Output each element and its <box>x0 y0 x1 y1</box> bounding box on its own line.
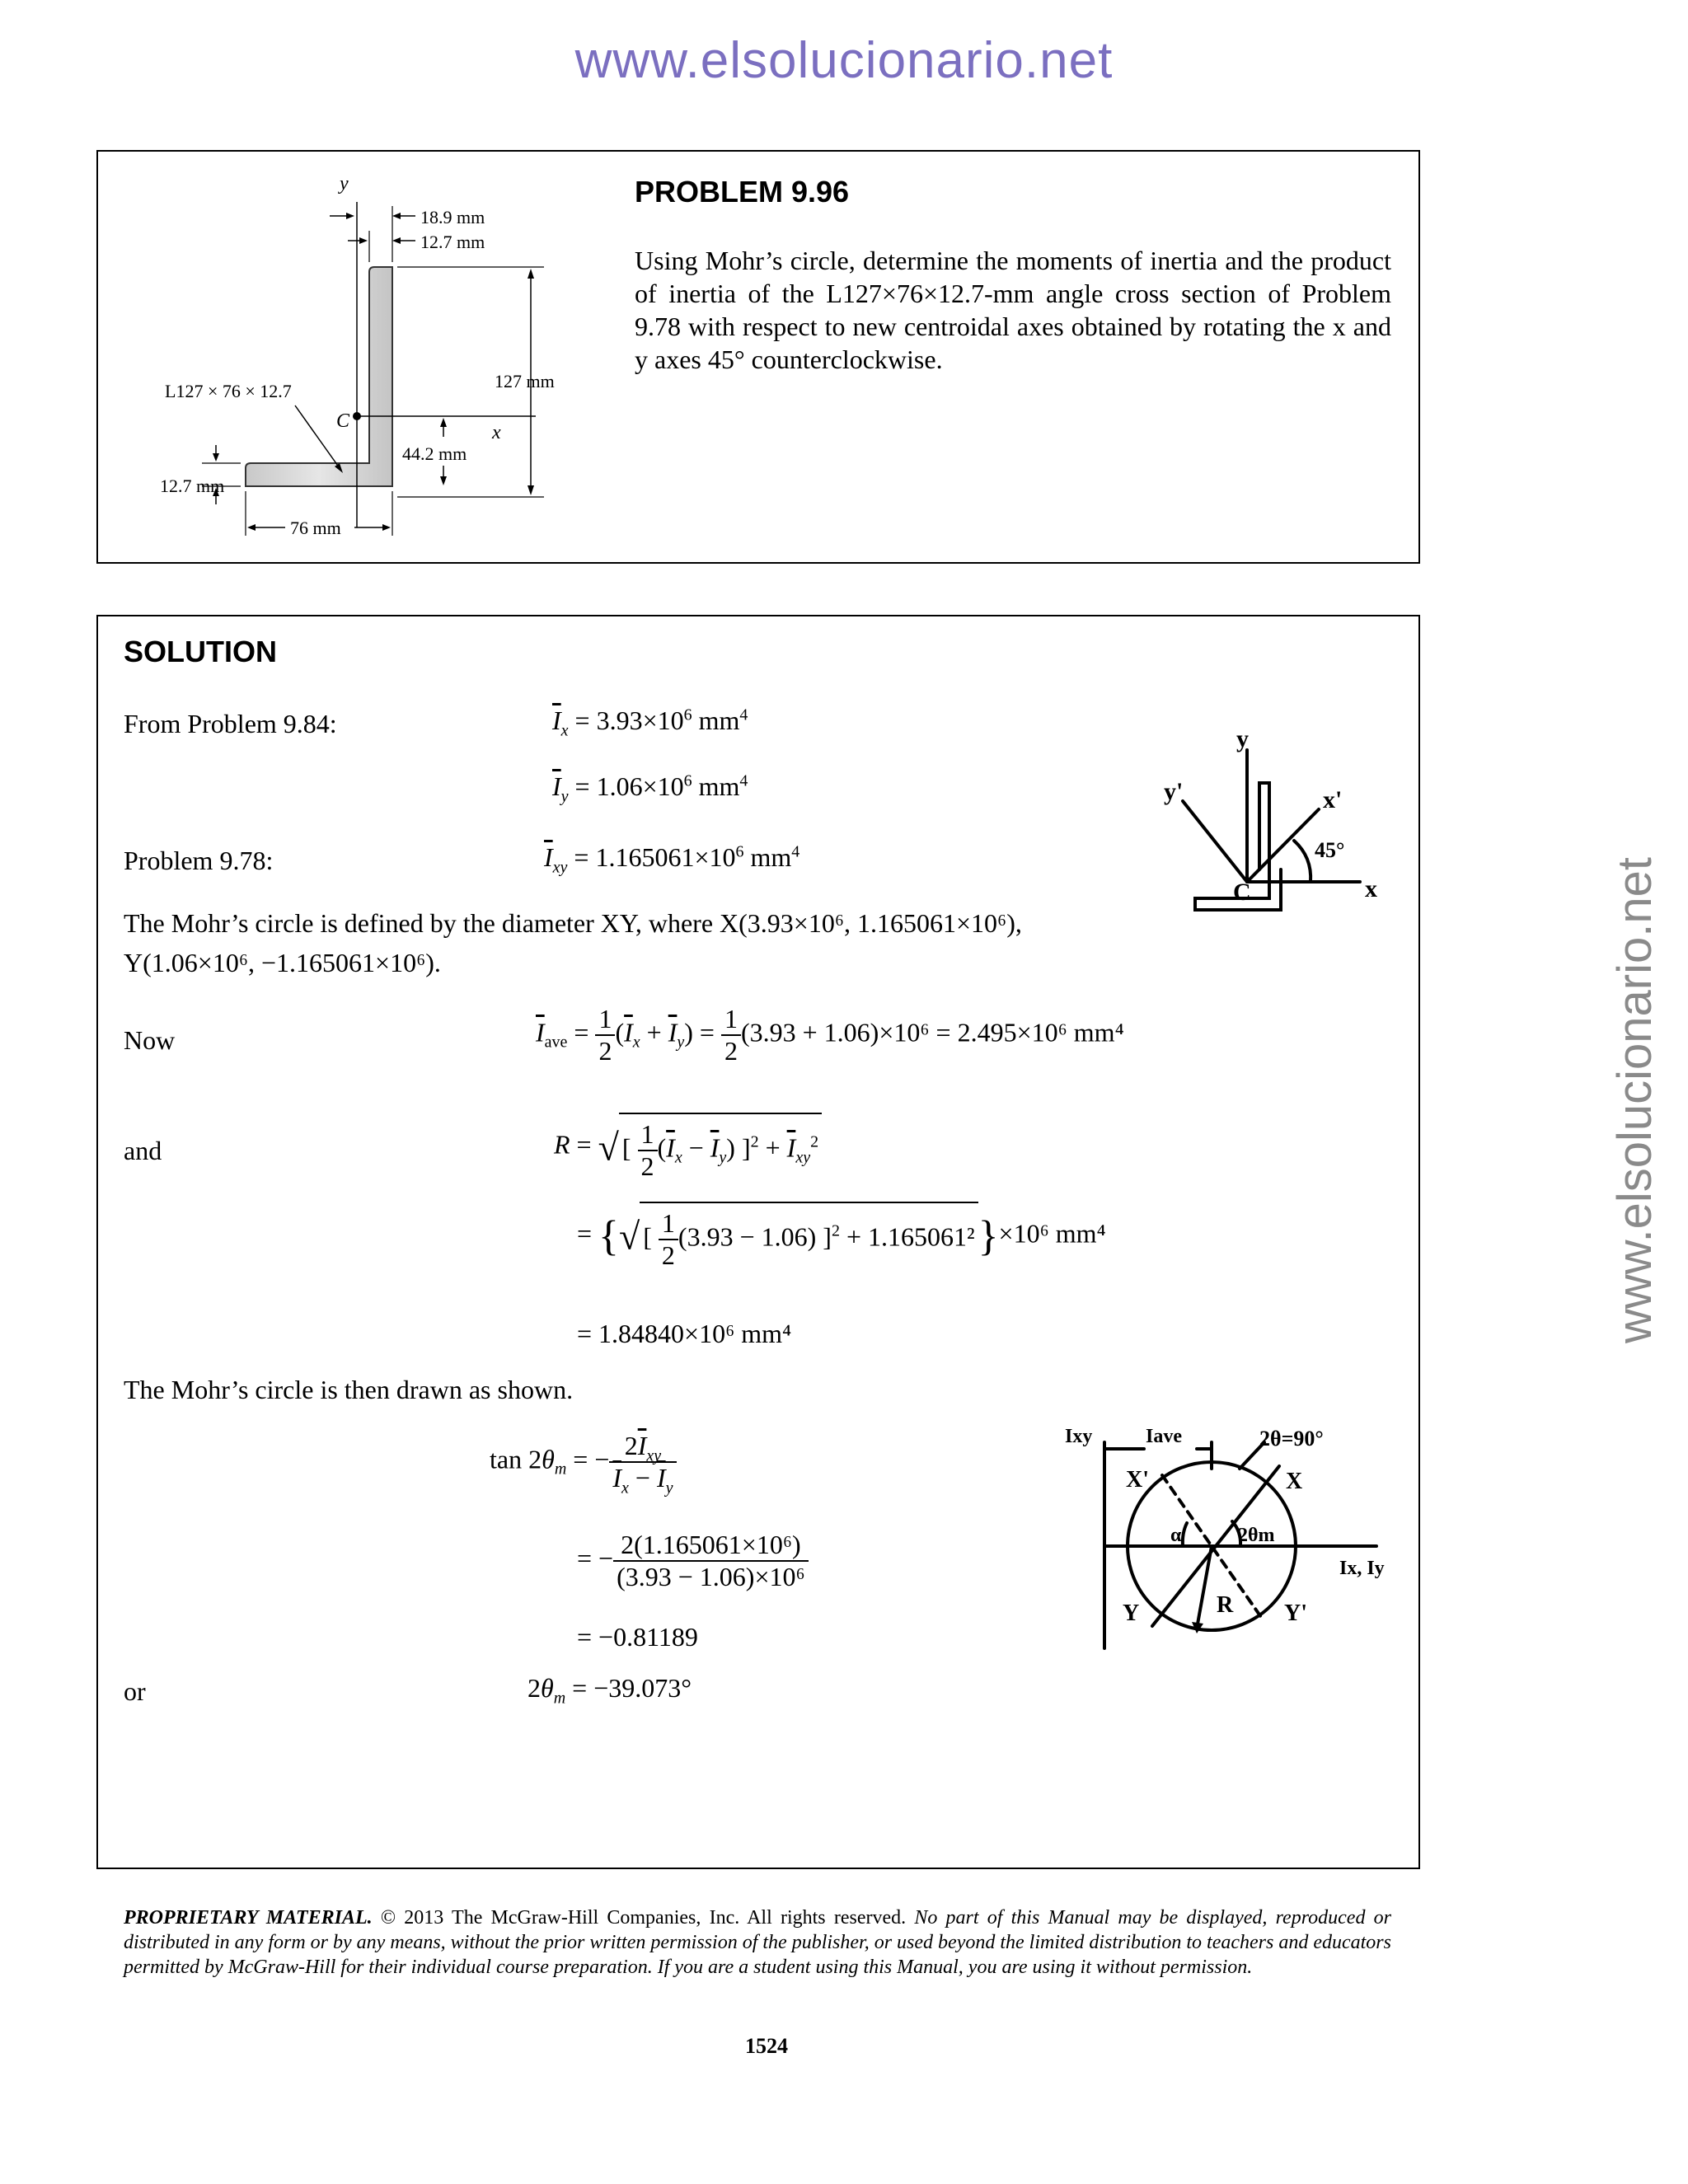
sketch2-xprime: X' <box>1126 1467 1149 1493</box>
watermark-top: www.elsolucionario.net <box>574 32 1114 89</box>
figure-y-label: y <box>340 173 349 194</box>
mohr-circle-sketch <box>1063 1418 1409 1657</box>
sketch2-r: R <box>1217 1592 1234 1618</box>
problem-title: PROBLEM 9.96 <box>635 175 850 209</box>
r-units: ×10⁶ mm⁴ <box>998 1218 1106 1249</box>
tan-formula: $\tan 2\theta_m$ = − $\frac{2\overline{I}_{xy}}{\overline{I}_x - \overline{I}_y}$ <box>490 1431 677 1493</box>
ixy-equation: $\overline{I}_{xy} = 1.165061\times 10^6$ $mm^4$ <box>544 842 800 877</box>
sketch1-yprime: y' <box>1164 778 1184 805</box>
r-numeric-diff: (3.93 − 1.06) <box>678 1221 817 1252</box>
dim-127: 127 mm <box>495 371 555 391</box>
and-label: and <box>124 1136 162 1165</box>
tan-denominator: (3.93 − 1.06)×10⁶ <box>617 1562 805 1591</box>
angle-section <box>246 267 392 486</box>
sketch1-x: x <box>1365 875 1377 902</box>
iave-equation: $\overline{I}_{ave}$ = $\frac{1}{2}$ $(\overline{I}_x + \overline{I}_y)$ = $\frac{1}{2}$ (3.93 + 1.06)×10⁶ = 2.495×10⁶ mm⁴ <box>536 1004 1124 1066</box>
now-label: Now <box>124 1025 176 1055</box>
ix-equation: $\overline{I}_x = 3.93\times 10^6$ $mm^4$ <box>552 705 748 740</box>
watermark-side: www.elsolucionario.net <box>1608 857 1662 1343</box>
ixy-value: = 1.165061×10 <box>574 842 736 872</box>
sketch2-iave: Iave <box>1146 1426 1182 1447</box>
or-label: or <box>124 1676 146 1706</box>
mohr-definition-line1: The Mohr’s circle is defined by the diameter XY, where X(3.93×10⁶, 1.165061×10⁶), <box>124 908 1022 938</box>
dim-12-7-left: 12.7 mm <box>160 476 225 496</box>
page-number: 1524 <box>745 2034 788 2058</box>
theta-result: = −39.073° <box>572 1673 692 1703</box>
from-problem-label: From Problem 9.84: <box>124 709 337 738</box>
problem-978-label: Problem 9.78: <box>124 846 274 875</box>
r-numeric: = {√ [ $\frac{1}{2}$ (3.93 − 1.06) ]$^2$ + 1.165061²}×10⁶ mm⁴ <box>577 1202 1106 1271</box>
sketch2-ixy: Ixy <box>1065 1426 1093 1447</box>
sketch2-x: X <box>1286 1469 1303 1494</box>
footer-notice <box>124 1905 1391 1980</box>
figure-x-label: x <box>492 422 501 443</box>
sketch1-angle: 45° <box>1315 838 1345 862</box>
sketch1-y: y <box>1236 725 1249 752</box>
sketch1-xprime: x' <box>1323 786 1343 813</box>
mohr-drawn-text: The Mohr’s circle is then drawn as shown. <box>124 1375 574 1404</box>
sketch2-ix-iy: Ix, Iy <box>1339 1558 1385 1579</box>
sketch2-y: Y <box>1123 1601 1140 1626</box>
figure-c-label: C <box>336 410 350 432</box>
iy-equation: $\overline{I}_y = 1.06\times 10^6$ $mm^4$ <box>552 771 748 806</box>
rotated-axes-sketch <box>1162 725 1409 923</box>
iy-value: = 1.06×10 <box>574 771 684 801</box>
sketch2-yprime: Y' <box>1284 1601 1307 1626</box>
angle-section-figure <box>148 165 593 552</box>
solution-heading: SOLUTION <box>124 635 277 668</box>
iave-result: (3.93 + 1.06)×10⁶ = 2.495×10⁶ mm⁴ <box>740 1017 1124 1047</box>
footer-bold: PROPRIETARY MATERIAL. <box>124 1907 373 1929</box>
dim-44-2: 44.2 mm <box>402 443 467 464</box>
theta-equation: $2\theta_m = -39.073^\circ$ <box>528 1673 692 1708</box>
section-label: L127 × 76 × 12.7 <box>165 381 292 401</box>
r-numeric-tail: + 1.165061² <box>846 1221 975 1252</box>
sketch1-c: C <box>1233 879 1251 906</box>
tan-numerator: 2(1.165061×10⁶) <box>613 1530 809 1562</box>
dim-18-9: 18.9 mm <box>420 207 485 227</box>
dim-76: 76 mm <box>290 518 341 538</box>
footer-copyright: © 2013 The McGraw-Hill Companies, Inc. All rights reserved. <box>372 1907 915 1929</box>
footer-notice-text: No part of this Manual may be displayed, reproduced or distributed in any form or by any means, without the prior written permission of the publisher, or used beyond the limited distribution to teachers and educators permitted by McGraw-Hill for their individual course preparation. If you are a student using this Manual, you are using it without permission. <box>124 1907 1391 1978</box>
r-formula: R = √[ $\frac{1}{2}$ $(\overline{I}_x - \overline{I}_y) ]^2 + \overline{I}_{xy}^2$ <box>554 1113 822 1182</box>
tan-numeric: = − $\frac{\text{2(1.165061×10⁶)}}{\text{(3.93 − 1.06)×10⁶}}$ <box>577 1530 809 1592</box>
sketch2-two-theta-m: 2θm <box>1238 1525 1275 1546</box>
mohr-definition-line2: Y(1.06×10⁶, −1.165061×10⁶). <box>124 948 441 977</box>
problem-statement: Using Mohr’s circle, determine the moments of inertia and the product of inertia of the L127×76×12.7-mm angle cross section of Problem 9.78 with respect to new centroidal axes obtained by rotating the x and y axes 45° counterclockwise. <box>635 246 1391 374</box>
sketch2-two-theta: 2θ=90° <box>1259 1427 1324 1451</box>
r-result: = 1.84840×10⁶ mm⁴ <box>577 1319 792 1348</box>
ix-value: = 3.93×10 <box>574 705 684 735</box>
sketch2-alpha: α <box>1170 1525 1182 1546</box>
tan-result: = −0.81189 <box>577 1622 698 1652</box>
dim-12-7-top: 12.7 mm <box>420 232 485 252</box>
